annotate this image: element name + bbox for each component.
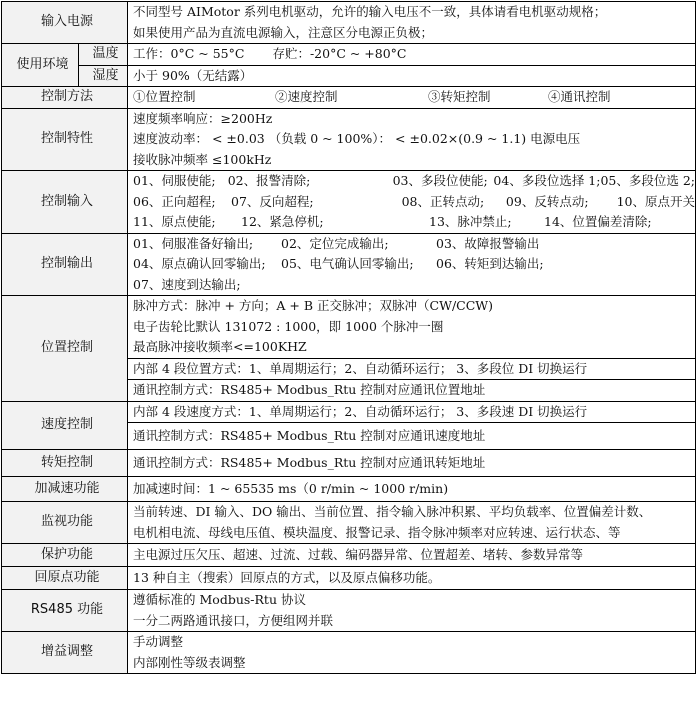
input-item: 02、报警清除; (227, 173, 311, 188)
row-speed-internal (2, 401, 696, 423)
input-item: 11、原点使能; (133, 214, 216, 229)
row-content-position-internal (128, 358, 696, 380)
row-position-control (2, 296, 696, 359)
rs485-line: 一分二两路通讯接口，方便组网并联 (133, 612, 334, 628)
spec-table (1, 1, 696, 674)
row-content-speed-internal (128, 401, 696, 423)
row-content-control-output (128, 233, 696, 296)
row-label-monitor: 监视功能 (2, 502, 128, 544)
accel-text: 加减速时间：1 ~ 65535 ms（0 r/min ~ 1000 r/min) (133, 480, 449, 496)
row-content-protection (128, 544, 696, 567)
row-content-homing (128, 567, 696, 590)
power-line-2: 如果使用产品为直流电源输入，注意区分电源正负极； (133, 24, 434, 40)
row-label-env: 使用环境 (2, 44, 79, 87)
gain-line: 内部刚性等级表调整 (133, 654, 246, 670)
input-item: 10、原点开关 (616, 193, 696, 209)
row-label-power: 输入电源 (2, 2, 128, 44)
sublabel-humidity: 湿度 (79, 65, 128, 87)
position-line: 脉冲方式：脉冲 + 方向；A + B 正交脉冲；双脉冲（CW/CCW) (133, 298, 494, 313)
output-item: 07、速度到达输出; (133, 276, 241, 292)
row-control-input (2, 171, 696, 234)
position-line: 电子齿轮比默认 131072 : 1000，即 1000 个脉冲一圈 (133, 318, 444, 334)
row-content-position-pulse (128, 296, 696, 359)
row-content-temperature (128, 44, 696, 66)
row-accel (2, 477, 696, 502)
row-monitor (2, 502, 696, 544)
row-label-gain: 增益调整 (2, 632, 128, 674)
method-item: ①位置控制 (133, 89, 196, 104)
row-content-position-comm (128, 380, 696, 402)
row-content-rs485 (128, 590, 696, 632)
input-item: 04、多段位选择 1; (493, 173, 601, 188)
row-torque-control (2, 450, 696, 477)
output-item: 01、伺服准备好输出; (133, 235, 254, 251)
input-item: 08、正转点动; (401, 193, 485, 209)
torque-comm: 通讯控制方式：RS485+ Modbus_Rtu 控制对应通讯转矩地址 (133, 454, 486, 470)
row-content-speed-comm (128, 423, 696, 450)
method-item: ②速度控制 (275, 89, 338, 104)
row-content-control-char (128, 108, 696, 171)
speed-comm: 通讯控制方式：RS485+ Modbus_Rtu 控制对应通讯速度地址 (133, 427, 486, 443)
input-item: 07、反向超程; (231, 193, 314, 209)
row-content-gain (128, 632, 696, 674)
monitor-line: 电机相电流、母线电压值、模块温度、报警记录、指令脉冲频率对应转速、运行状态、等 (133, 524, 621, 540)
row-label-control-output: 控制输出 (2, 233, 128, 296)
position-line: 最高脉冲接收频率<=100KHZ (133, 339, 307, 354)
method-item: ③转矩控制 (428, 89, 491, 104)
row-content-monitor (128, 502, 696, 544)
temp-work: 工作：0°C ~ 55°C (133, 46, 245, 61)
input-item: 14、位置偏差清除; (544, 214, 652, 229)
power-line-1: 不同型号 AIMotor 系列电机驱动，允许的输入电压不一致，具体请看电机驱动规格； (133, 4, 607, 19)
row-control-char (2, 108, 696, 171)
row-power (2, 2, 696, 44)
speed-internal: 内部 4 段速度方式：1、单周期运行；2、自动循环运行； 3、多段速 DI 切换运行 (133, 403, 588, 419)
row-label-torque-control: 转矩控制 (2, 450, 128, 477)
row-label-speed-control: 速度控制 (2, 401, 128, 450)
sublabel-temperature: 温度 (79, 44, 128, 66)
row-protection (2, 544, 696, 567)
protection-text: 主电源过压欠压、超速、过流、过载、编码器异常、位置超差、堵转、参数异常等 (133, 546, 584, 562)
char-line: 速度波动率： < ±0.03 （负载 0 ~ 100%）： < ±0.02×(0.9 ~ 1.1) 电源电压 (133, 131, 581, 146)
gain-line: 手动调整 (133, 634, 184, 649)
row-label-homing: 回原点功能 (2, 567, 128, 590)
homing-text: 13 种自主（搜索）回原点的方式，以及原点偏移功能。 (133, 569, 441, 585)
input-item: 03、多段位使能; (392, 173, 488, 188)
input-item: 01、伺服使能; (133, 173, 216, 188)
row-gain (2, 632, 696, 674)
row-label-control-char: 控制特性 (2, 108, 128, 171)
humidity-value: 小于 90%（无结露） (133, 67, 253, 83)
output-item: 03、故障报警输出 (436, 235, 540, 251)
row-content-power (128, 2, 696, 44)
char-line: 接收脉冲频率 ≤100kHz (133, 151, 272, 167)
row-homing (2, 567, 696, 590)
row-label-position-control: 位置控制 (2, 296, 128, 402)
monitor-line: 当前转速、DI 输入、DO 输出、当前位置、指令输入脉冲积累、平均负载率、位置偏差计数、 (133, 504, 652, 519)
rs485-line: 遵循标准的 Modbus-Rtu 协议 (133, 592, 306, 607)
row-label-protection: 保护功能 (2, 544, 128, 567)
row-label-control-method: 控制方法 (2, 87, 128, 109)
input-item: 05、多段位选 2; (600, 173, 696, 188)
row-label-rs485: RS485 功能 (2, 590, 128, 632)
row-label-control-input: 控制输入 (2, 171, 128, 234)
row-control-method (2, 87, 696, 109)
output-item: 02、定位完成输出; (281, 235, 389, 251)
output-item: 05、电气确认回零输出; (281, 256, 414, 271)
input-item: 13、脉冲禁止; (429, 214, 512, 229)
output-item: 06、转矩到达输出; (436, 256, 544, 271)
position-internal: 内部 4 段位置方式：1、单周期运行；2、自动循环运行； 3、多段位 DI 切换运行 (133, 360, 588, 376)
row-content-control-input (128, 171, 696, 234)
row-env-humidity (2, 65, 696, 87)
output-item: 04、原点确认回零输出; (133, 256, 266, 271)
row-label-accel: 加减速功能 (2, 477, 128, 502)
input-item: 12、紧急停机; (241, 214, 324, 229)
row-content-torque-control (128, 450, 696, 477)
input-item: 06、正向超程; (133, 193, 216, 209)
temp-store: 存贮：-20°C ~ +80°C (272, 46, 407, 61)
row-content-control-method (128, 87, 696, 109)
row-content-humidity (128, 65, 696, 87)
row-env-temp (2, 44, 696, 66)
char-line: 速度频率响应：≥200Hz (133, 110, 273, 126)
position-comm: 通讯控制方式：RS485+ Modbus_Rtu 控制对应通讯位置地址 (133, 382, 486, 397)
method-item: ④通讯控制 (548, 89, 611, 104)
row-content-accel (128, 477, 696, 502)
row-control-output (2, 233, 696, 296)
row-rs485 (2, 590, 696, 632)
input-item: 09、反转点动; (505, 193, 589, 209)
